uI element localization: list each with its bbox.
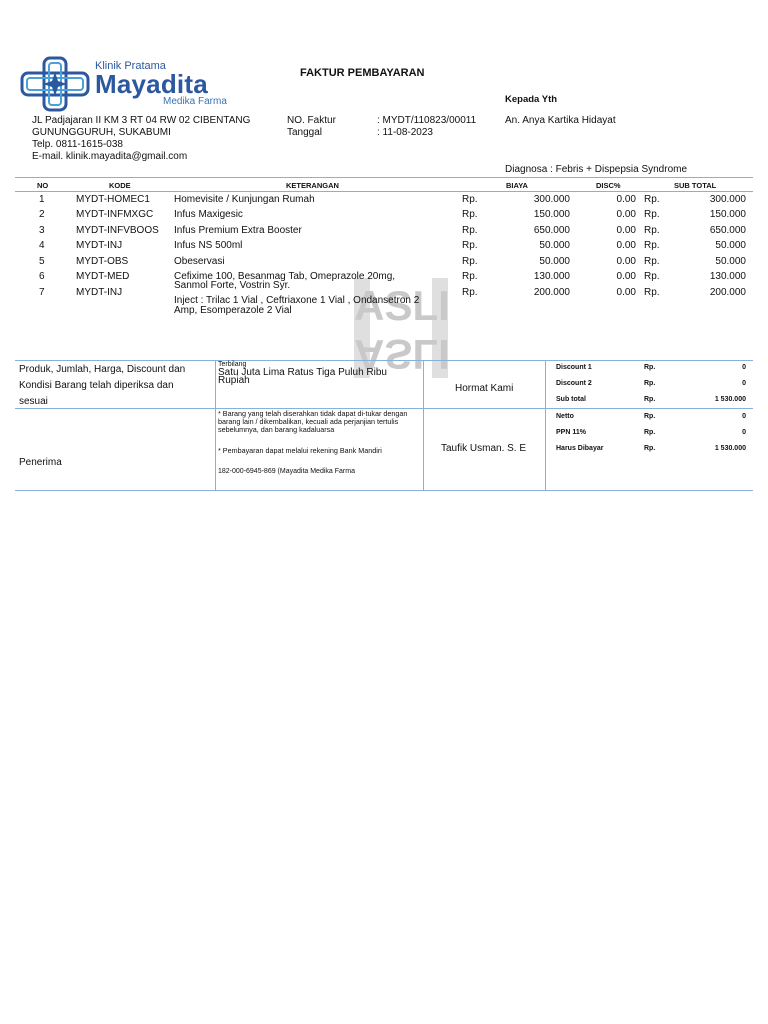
item-rp2: Rp. (644, 271, 660, 282)
item-rp2: Rp. (644, 209, 660, 220)
total-value: 0 (742, 413, 746, 420)
item-no: 1 (39, 194, 45, 205)
item-disc: 0.00 (616, 194, 636, 205)
total-label: Harus Dibayar (556, 445, 604, 452)
item-disc: 0.00 (616, 209, 636, 220)
item-rp: Rp. (462, 271, 478, 282)
row7-detail-line1: Inject : Trilac 1 Vial , Ceftriaxone 1 Vial , Ondansetron 2 (174, 295, 420, 306)
item-rp: Rp. (462, 256, 478, 267)
item-ket: Infus Maxigesic (174, 209, 243, 220)
table-header-rule (15, 191, 753, 192)
bank-account: 182-000-6945-869 (Mayadita Medika Farma (218, 468, 355, 475)
clinic-logo-icon (20, 56, 90, 112)
item-ket-line2: Sanmol Forte, Vostrin Syr. (174, 280, 291, 291)
diagnosis: Diagnosa : Febris + Dispepsia Syndrome (505, 164, 688, 175)
item-ket: Homevisite / Kunjungan Rumah (174, 194, 315, 205)
recipient-name: An. Anya Kartika Hidayat (505, 115, 616, 126)
item-sub: 300.000 (709, 194, 746, 205)
note-payment: * Pembayaran dapat melalui rekening Bank Mandiri (218, 446, 382, 455)
col-header-keterangan: KETERANGAN (286, 181, 339, 190)
col-header-subtotal: SUB TOTAL (674, 181, 717, 190)
item-rp: Rp. (462, 225, 478, 236)
item-biaya: 50.000 (539, 240, 570, 251)
clinic-phone: Telp. 0811-1615-038 (32, 139, 123, 150)
clinic-top-label: Klinik Pratama (95, 60, 166, 72)
item-rp2: Rp. (644, 287, 660, 298)
total-rp: Rp. (644, 445, 656, 452)
total-value: 1 530.000 (714, 396, 746, 403)
item-biaya: 200.000 (533, 287, 570, 298)
total-label: Discount 2 (556, 380, 592, 387)
item-no: 2 (39, 209, 45, 220)
item-disc: 0.00 (616, 240, 636, 251)
penerima-label: Penerima (19, 457, 62, 468)
item-biaya: 150.000 (533, 209, 570, 220)
total-value: 0 (742, 380, 746, 387)
clinic-sub-label: Medika Farma (163, 96, 227, 107)
item-no: 7 (39, 287, 45, 298)
item-rp2: Rp. (644, 240, 660, 251)
svg-text:ASLI: ASLI (354, 331, 450, 378)
address-line1: JL Padjajaran II KM 3 RT 04 RW 02 CIBENTANG (32, 115, 251, 126)
item-no: 4 (39, 240, 45, 251)
footer-divider-1 (215, 360, 216, 490)
clinic-name: Mayadita (95, 69, 208, 99)
col-header-no: NO (37, 181, 49, 190)
item-sub: 50.000 (715, 256, 746, 267)
item-disc: 0.00 (616, 256, 636, 267)
item-biaya: 300.000 (533, 194, 570, 205)
item-sub: 130.000 (709, 271, 746, 282)
item-kode: MYDT-INJ (76, 240, 123, 251)
item-kode: MYDT-OBS (76, 256, 129, 267)
invoice-date-value: : 11-08-2023 (377, 127, 433, 138)
terbilang-line1: Satu Juta Lima Ratus Tiga Puluh Ribu (218, 367, 387, 378)
item-rp2: Rp. (644, 225, 660, 236)
terbilang-line2: Rupiah (218, 375, 250, 386)
total-label: Netto (556, 413, 574, 420)
to-label: Kepada Yth (505, 94, 558, 105)
item-sub: 200.000 (709, 287, 746, 298)
col-header-kode: KODE (109, 181, 131, 190)
item-rp2: Rp. (644, 256, 660, 267)
item-disc: 0.00 (616, 271, 636, 282)
total-label: PPN 11% (556, 429, 586, 436)
signer-name: Taufik Usman. S. E (441, 443, 527, 454)
item-sub: 50.000 (715, 240, 746, 251)
total-label: Discount 1 (556, 364, 592, 371)
hormat-kami: Hormat Kami (455, 383, 514, 394)
total-rp: Rp. (644, 380, 656, 387)
item-biaya: 50.000 (539, 256, 570, 267)
item-disc: 0.00 (616, 225, 636, 236)
col-header-biaya: BIAYA (506, 181, 528, 190)
total-rp: Rp. (644, 364, 656, 371)
invoice-no-value: : MYDT/110823/00011 (377, 115, 477, 126)
address-line2: GUNUNGGURUH, SUKABUMI (32, 127, 171, 138)
statement-line2: Kondisi Barang telah diperiksa dan (19, 380, 174, 391)
item-kode: MYDT-MED (76, 271, 130, 282)
item-rp: Rp. (462, 194, 478, 205)
item-kode: MYDT-INJ (76, 287, 123, 298)
item-ket: Infus NS 500ml (174, 240, 243, 251)
table-top-rule (15, 177, 753, 178)
statement-line1: Produk, Jumlah, Harga, Discount dan (19, 364, 186, 375)
item-no: 5 (39, 256, 45, 267)
total-value: 1 530.000 (714, 445, 746, 452)
svg-text:ASLI: ASLI (354, 282, 450, 329)
item-biaya: 650.000 (533, 225, 570, 236)
item-biaya: 130.000 (533, 271, 570, 282)
item-rp: Rp. (462, 240, 478, 251)
item-kode: MYDT-INFMXGC (76, 209, 154, 220)
item-sub: 150.000 (709, 209, 746, 220)
row7-detail-line2: Amp, Esomperazole 2 Vial (174, 305, 292, 316)
item-kode: MYDT-INFVBOOS (76, 225, 159, 236)
item-no: 3 (39, 225, 45, 236)
invoice-no-label: NO. Faktur (287, 115, 336, 126)
total-rp: Rp. (644, 396, 656, 403)
total-label: Sub total (556, 396, 586, 403)
item-ket: Obeservasi (174, 256, 225, 267)
terbilang-label: Terbilang (218, 361, 247, 368)
total-value: 0 (742, 429, 746, 436)
invoice-date-label: Tanggal (287, 127, 323, 138)
clinic-email: E-mail. klinik.mayadita@gmail.com (32, 151, 188, 162)
footer-divider-3 (545, 360, 546, 490)
footer-bottom-rule (15, 490, 753, 491)
item-rp: Rp. (462, 209, 478, 220)
footer-top-rule (15, 360, 753, 361)
footer-divider-2 (423, 360, 424, 490)
item-rp: Rp. (462, 287, 478, 298)
invoice-title: FAKTUR PEMBAYARAN (300, 67, 425, 79)
total-rp: Rp. (644, 413, 656, 420)
item-sub: 650.000 (709, 225, 746, 236)
item-kode: MYDT-HOMEC1 (76, 194, 150, 205)
item-ket: Infus Premium Extra Booster (174, 225, 302, 236)
item-disc: 0.00 (616, 287, 636, 298)
total-value: 0 (742, 364, 746, 371)
item-rp2: Rp. (644, 194, 660, 205)
item-no: 6 (39, 271, 45, 282)
item-ket: Cefixime 100, Besanmag Tab, Omeprazole 20mg, (174, 271, 396, 282)
note-return-policy: * Barang yang telah diserahkan tidak dapat di-tukar dengan barang lain / dikembalikan, kecuali ada perjanjian tertulis sebelumnya, dan barang kadaluarsa (218, 409, 408, 434)
col-header-disc: DISC% (596, 181, 621, 190)
statement-line3: sesuai (19, 396, 48, 407)
total-rp: Rp. (644, 429, 656, 436)
